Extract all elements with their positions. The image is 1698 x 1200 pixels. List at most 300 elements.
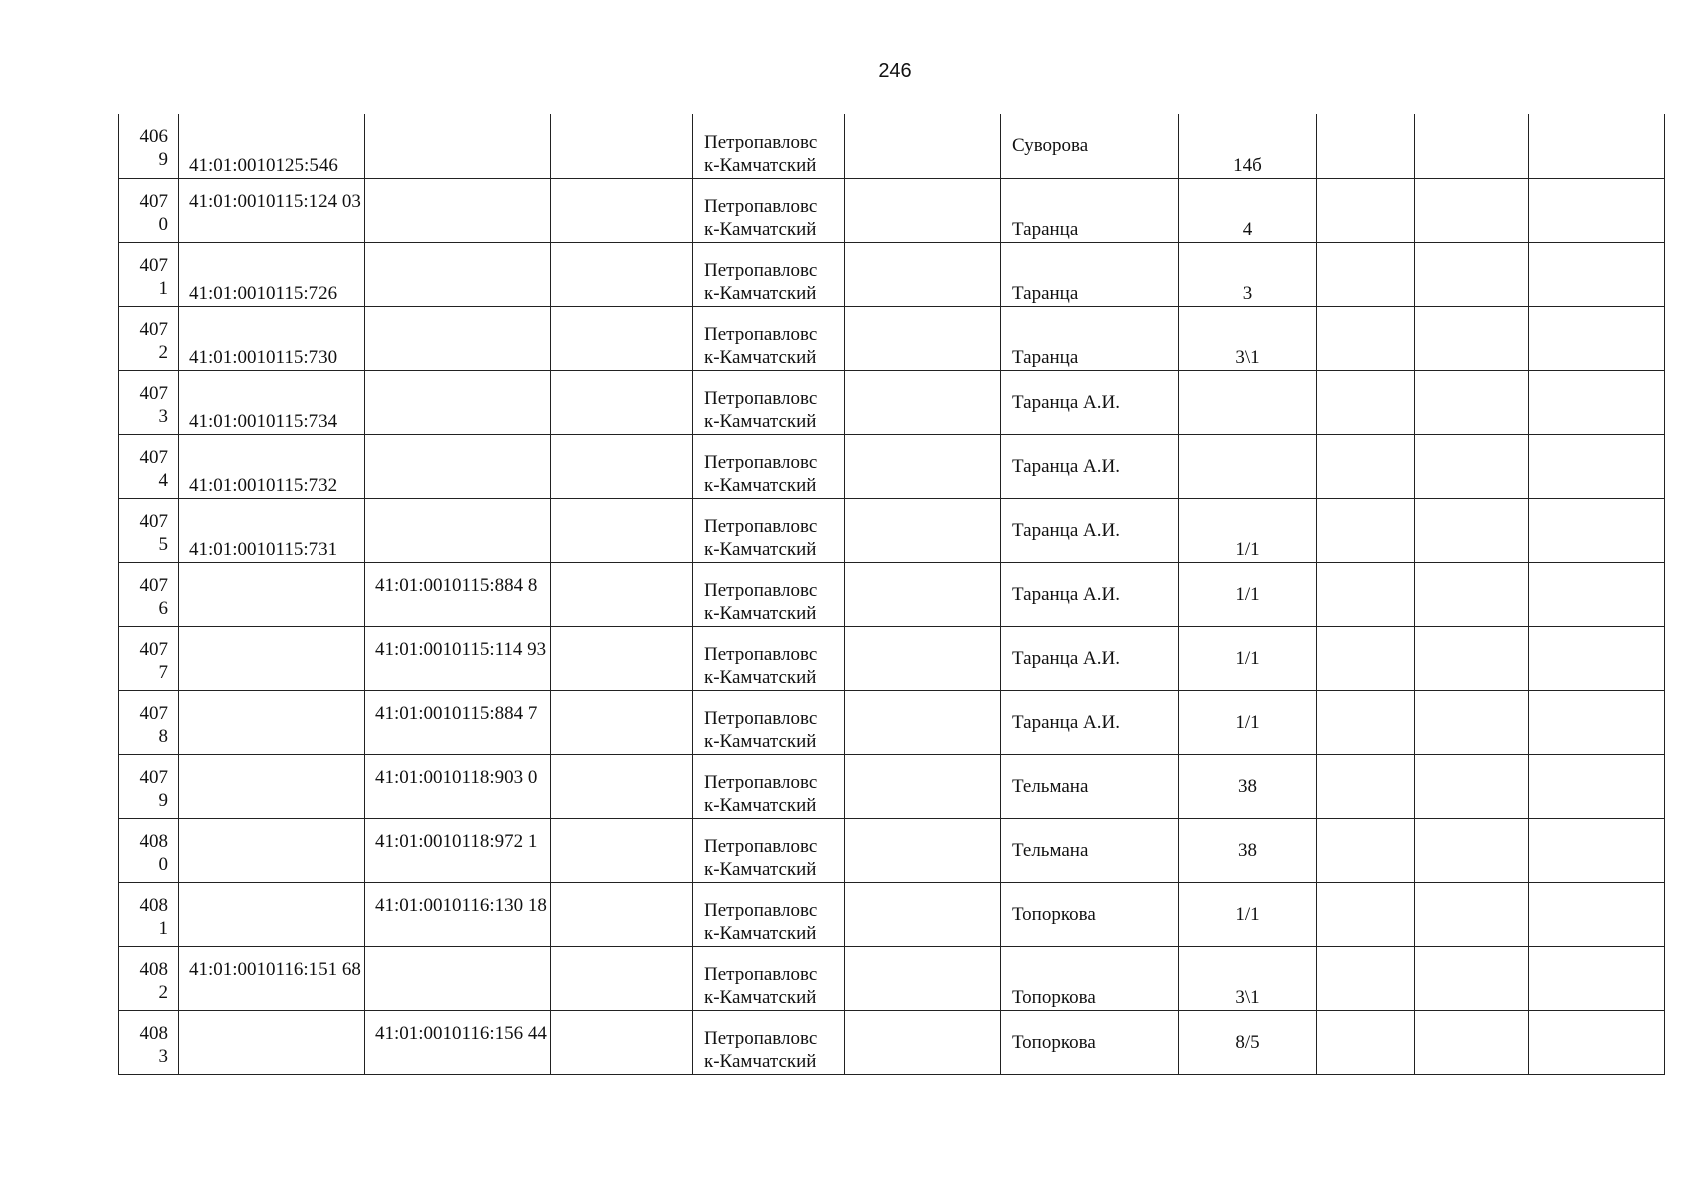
- house-number: 14б: [1233, 154, 1262, 176]
- cadastral-number-land-cell: [179, 562, 365, 626]
- record-number-cell: [119, 626, 179, 690]
- record-number-part: 6: [158, 597, 168, 619]
- house-number: 3\1: [1235, 986, 1260, 1008]
- table-row: [119, 370, 1665, 434]
- empty-cell: [551, 370, 693, 434]
- city-cell: [693, 562, 845, 626]
- house-number-cell: [1179, 114, 1317, 178]
- house-number: 38: [1238, 839, 1257, 861]
- record-number-part: 1: [158, 917, 168, 939]
- empty-cell: [1529, 242, 1665, 306]
- record-number: [119, 947, 168, 1004]
- register-body: [119, 114, 1665, 1074]
- cadastral-number-land-cell: [179, 114, 365, 178]
- house-number-cell: [1179, 818, 1317, 882]
- record-number-part: 408: [139, 958, 168, 980]
- house-number-cell: [1179, 562, 1317, 626]
- table-row: [119, 562, 1665, 626]
- record-number: [119, 755, 168, 812]
- cadastral-number-land-cell: [179, 306, 365, 370]
- empty-cell: [1529, 498, 1665, 562]
- empty-cell: [1415, 1010, 1529, 1074]
- house-number-cell: [1179, 754, 1317, 818]
- cadastral-number-land-cell: [179, 690, 365, 754]
- city-name: [704, 1027, 844, 1074]
- city-cell: [693, 498, 845, 562]
- cadastral-number-building: [375, 179, 550, 191]
- city-name-line: Петропавловс: [704, 451, 818, 473]
- empty-cell: [551, 562, 693, 626]
- record-number: [119, 114, 168, 171]
- record-number-part: 408: [139, 830, 168, 852]
- cadastral-number-land: 41:01:0010115:732: [189, 474, 338, 496]
- record-number-part: 407: [139, 574, 168, 596]
- house-number-cell: [1179, 178, 1317, 242]
- record-number-part: 1: [158, 277, 168, 299]
- empty-cell: [1317, 242, 1415, 306]
- empty-cell: [551, 754, 693, 818]
- cadastral-number-land-cell: [179, 754, 365, 818]
- house-number: 4: [1242, 218, 1253, 240]
- empty-cell: [1317, 818, 1415, 882]
- empty-cell: [1415, 818, 1529, 882]
- city-name-line: Петропавловс: [704, 643, 818, 665]
- city-name: [704, 643, 844, 690]
- address-register-table: [118, 114, 1665, 1075]
- empty-cell: [551, 882, 693, 946]
- record-number: [119, 627, 168, 684]
- cadastral-number-land-cell: [179, 946, 365, 1010]
- cadastral-number-building-cell: [365, 754, 551, 818]
- city-name-line: Петропавловс: [704, 195, 818, 217]
- empty-cell: [1317, 1010, 1415, 1074]
- table-row: [119, 882, 1665, 946]
- record-number-cell: [119, 242, 179, 306]
- record-number-part: 407: [139, 446, 168, 468]
- empty-cell: [551, 946, 693, 1010]
- city-name-line: Петропавловс: [704, 323, 818, 345]
- empty-cell: [1529, 562, 1665, 626]
- table-row: [119, 690, 1665, 754]
- city-name-line: к-Камчатский: [704, 730, 817, 752]
- table-row: [119, 306, 1665, 370]
- city-name-line: Петропавловс: [704, 771, 818, 793]
- empty-cell: [1415, 626, 1529, 690]
- cadastral-number-building: [375, 114, 550, 126]
- street-name: Топоркова: [1012, 986, 1096, 1008]
- street-cell: [1001, 626, 1179, 690]
- street-name: Таранца А.И.: [1012, 711, 1120, 733]
- empty-cell: [1529, 818, 1665, 882]
- empty-cell: [551, 690, 693, 754]
- record-number-part: 9: [158, 149, 168, 170]
- record-number-part: 407: [139, 702, 168, 724]
- cadastral-number-land-cell: [179, 242, 365, 306]
- record-number: [119, 1011, 168, 1068]
- city-name-line: к-Камчатский: [704, 538, 817, 560]
- street-cell: [1001, 114, 1179, 178]
- cadastral-number-land-cell: [179, 178, 365, 242]
- street-name: Суворова: [1012, 135, 1089, 157]
- cadastral-number-building-cell: [365, 114, 551, 178]
- empty-cell: [845, 1010, 1001, 1074]
- street-name: Таранца А.И.: [1012, 519, 1120, 541]
- cadastral-number-land: 41:01:0010115:734: [189, 410, 338, 432]
- record-number-part: 5: [158, 533, 168, 555]
- record-number-cell: [119, 882, 179, 946]
- street-cell: [1001, 754, 1179, 818]
- empty-cell: [845, 882, 1001, 946]
- record-number-cell: [119, 754, 179, 818]
- cadastral-number-land-cell: [179, 818, 365, 882]
- cadastral-number-land-cell: [179, 626, 365, 690]
- record-number-part: 407: [139, 510, 168, 532]
- street-name: Таранца: [1012, 282, 1079, 304]
- city-name-line: Петропавловс: [704, 387, 818, 409]
- house-number: 3\1: [1235, 346, 1260, 368]
- empty-cell: [845, 818, 1001, 882]
- empty-cell: [551, 434, 693, 498]
- record-number-part: 0: [158, 213, 168, 235]
- city-cell: [693, 178, 845, 242]
- empty-cell: [1317, 690, 1415, 754]
- street-cell: [1001, 690, 1179, 754]
- empty-cell: [1415, 370, 1529, 434]
- table-row: [119, 818, 1665, 882]
- cadastral-number-land: 41:01:0010116:151 68: [189, 958, 361, 980]
- city-name: [704, 899, 844, 946]
- cadastral-number-land-cell: [179, 882, 365, 946]
- empty-cell: [845, 370, 1001, 434]
- empty-cell: [551, 114, 693, 178]
- city-name-line: к-Камчатский: [704, 346, 817, 368]
- city-cell: [693, 370, 845, 434]
- record-number-cell: [119, 818, 179, 882]
- record-number: [119, 371, 168, 428]
- city-name-line: к-Камчатский: [704, 474, 817, 496]
- record-number-cell: [119, 690, 179, 754]
- empty-cell: [551, 818, 693, 882]
- city-name-line: Петропавловс: [704, 131, 818, 153]
- city-cell: [693, 882, 845, 946]
- cadastral-number-land: 41:01:0010115:731: [189, 538, 338, 560]
- empty-cell: [1415, 114, 1529, 178]
- city-name-line: Петропавловс: [704, 899, 818, 921]
- empty-cell: [1415, 562, 1529, 626]
- record-number: [119, 499, 168, 556]
- record-number-part: 7: [158, 661, 168, 683]
- record-number-part: 0: [158, 853, 168, 875]
- cadastral-number-land: 41:01:0010115:730: [189, 346, 338, 368]
- city-name: [704, 131, 844, 178]
- empty-cell: [1415, 306, 1529, 370]
- empty-cell: [1529, 626, 1665, 690]
- empty-cell: [845, 626, 1001, 690]
- record-number: [119, 179, 168, 236]
- city-name: [704, 259, 844, 306]
- record-number-part: 408: [139, 894, 168, 916]
- record-number-cell: [119, 1010, 179, 1074]
- house-number-cell: [1179, 946, 1317, 1010]
- cadastral-number-building: 41:01:0010115:114 93: [375, 638, 547, 660]
- empty-cell: [1317, 114, 1415, 178]
- house-number-cell: [1179, 882, 1317, 946]
- empty-cell: [845, 754, 1001, 818]
- street-name: Таранца А.И.: [1012, 391, 1120, 413]
- empty-cell: [1529, 946, 1665, 1010]
- street-name: Тельмана: [1012, 839, 1089, 861]
- cadastral-number-building: 41:01:0010115:884 7: [375, 702, 538, 724]
- empty-cell: [1317, 562, 1415, 626]
- city-name-line: к-Камчатский: [704, 794, 817, 816]
- city-name-line: к-Камчатский: [704, 858, 817, 880]
- cadastral-number-land-cell: [179, 434, 365, 498]
- record-number-part: 407: [139, 382, 168, 404]
- empty-cell: [1529, 306, 1665, 370]
- empty-cell: [845, 690, 1001, 754]
- record-number-cell: [119, 370, 179, 434]
- record-number-cell: [119, 306, 179, 370]
- street-cell: [1001, 946, 1179, 1010]
- city-name: [704, 387, 844, 434]
- street-cell: [1001, 370, 1179, 434]
- street-name: Таранца: [1012, 218, 1079, 240]
- street-name: Таранца А.И.: [1012, 455, 1120, 477]
- record-number-part: 3: [158, 1045, 168, 1067]
- record-number-part: 406: [139, 126, 168, 147]
- street-cell: [1001, 1010, 1179, 1074]
- house-number: 1/1: [1235, 903, 1260, 925]
- empty-cell: [1415, 242, 1529, 306]
- street-name: Таранца: [1012, 346, 1079, 368]
- empty-cell: [845, 306, 1001, 370]
- empty-cell: [1415, 434, 1529, 498]
- cadastral-number-building-cell: [365, 818, 551, 882]
- house-number: 1/1: [1235, 647, 1260, 669]
- city-name-line: к-Камчатский: [704, 986, 817, 1008]
- empty-cell: [551, 242, 693, 306]
- street-name: Таранца А.И.: [1012, 647, 1120, 669]
- city-name-line: Петропавловс: [704, 707, 818, 729]
- house-number: 1/1: [1235, 583, 1260, 605]
- record-number-part: 408: [139, 1022, 168, 1044]
- record-number-part: 3: [158, 405, 168, 427]
- empty-cell: [1529, 690, 1665, 754]
- record-number: [119, 307, 168, 364]
- house-number-cell: [1179, 370, 1317, 434]
- city-name-line: Петропавловс: [704, 963, 818, 985]
- empty-cell: [551, 1010, 693, 1074]
- empty-cell: [1415, 690, 1529, 754]
- cadastral-number-building: 41:01:0010115:884 8: [375, 574, 538, 596]
- cadastral-number-building: 41:01:0010116:130 18: [375, 894, 547, 916]
- empty-cell: [1529, 1010, 1665, 1074]
- table-row: [119, 434, 1665, 498]
- empty-cell: [1317, 178, 1415, 242]
- city-name-line: Петропавловс: [704, 259, 818, 281]
- empty-cell: [1529, 754, 1665, 818]
- table-row: [119, 178, 1665, 242]
- cadastral-number-building-cell: [365, 498, 551, 562]
- house-number: 1/1: [1235, 711, 1260, 733]
- record-number: [119, 883, 168, 940]
- house-number-cell: [1179, 434, 1317, 498]
- record-number-part: 2: [158, 341, 168, 363]
- city-name-line: к-Камчатский: [704, 666, 817, 688]
- record-number: [119, 691, 168, 748]
- cadastral-number-building: 41:01:0010116:156 44: [375, 1022, 547, 1044]
- empty-cell: [1415, 178, 1529, 242]
- empty-cell: [1529, 882, 1665, 946]
- empty-cell: [551, 626, 693, 690]
- house-number-cell: [1179, 1010, 1317, 1074]
- city-cell: [693, 626, 845, 690]
- city-name-line: к-Камчатский: [704, 282, 817, 304]
- city-name-line: Петропавловс: [704, 515, 818, 537]
- record-number-cell: [119, 946, 179, 1010]
- table-row: [119, 498, 1665, 562]
- record-number-cell: [119, 498, 179, 562]
- cadastral-number-building: [375, 435, 550, 447]
- street-name: Таранца А.И.: [1012, 583, 1120, 605]
- city-cell: [693, 690, 845, 754]
- empty-cell: [1529, 370, 1665, 434]
- street-name: Топоркова: [1012, 903, 1096, 925]
- street-cell: [1001, 306, 1179, 370]
- house-number-cell: [1179, 498, 1317, 562]
- record-number-part: 407: [139, 638, 168, 660]
- record-number: [119, 243, 168, 300]
- cadastral-number-building-cell: [365, 306, 551, 370]
- empty-cell: [1317, 946, 1415, 1010]
- city-name: [704, 707, 844, 754]
- empty-cell: [551, 178, 693, 242]
- cadastral-number-building-cell: [365, 882, 551, 946]
- city-name: [704, 771, 844, 818]
- empty-cell: [845, 498, 1001, 562]
- city-name-line: Петропавловс: [704, 835, 818, 857]
- city-name: [704, 835, 844, 882]
- city-name: [704, 579, 844, 626]
- cadastral-number-land: 41:01:0010115:124 03: [189, 190, 361, 212]
- record-number-part: 2: [158, 981, 168, 1003]
- record-number-part: 9: [158, 789, 168, 811]
- empty-cell: [1317, 754, 1415, 818]
- house-number-cell: [1179, 242, 1317, 306]
- street-cell: [1001, 818, 1179, 882]
- city-cell: [693, 946, 845, 1010]
- table-row: [119, 946, 1665, 1010]
- table-row: [119, 242, 1665, 306]
- street-name: Тельмана: [1012, 775, 1089, 797]
- cadastral-number-building-cell: [365, 434, 551, 498]
- house-number-cell: [1179, 306, 1317, 370]
- empty-cell: [1317, 306, 1415, 370]
- city-name: [704, 323, 844, 370]
- city-cell: [693, 754, 845, 818]
- cadastral-number-building: [375, 243, 550, 255]
- cadastral-number-building: 41:01:0010118:903 0: [375, 766, 538, 788]
- empty-cell: [1415, 882, 1529, 946]
- cadastral-number-building-cell: [365, 690, 551, 754]
- empty-cell: [1317, 626, 1415, 690]
- city-name-line: к-Камчатский: [704, 154, 817, 176]
- city-cell: [693, 114, 845, 178]
- street-cell: [1001, 882, 1179, 946]
- table-row: [119, 754, 1665, 818]
- city-cell: [693, 818, 845, 882]
- empty-cell: [1415, 498, 1529, 562]
- cadastral-number-building-cell: [365, 946, 551, 1010]
- house-number-cell: [1179, 626, 1317, 690]
- empty-cell: [1415, 946, 1529, 1010]
- city-cell: [693, 1010, 845, 1074]
- empty-cell: [551, 306, 693, 370]
- cadastral-number-land-cell: [179, 1010, 365, 1074]
- empty-cell: [1317, 434, 1415, 498]
- street-name: Топоркова: [1012, 1031, 1096, 1053]
- record-number: [119, 819, 168, 876]
- page-number: 246: [878, 60, 912, 82]
- cadastral-number-land: 41:01:0010125:546: [189, 154, 338, 176]
- empty-cell: [1529, 178, 1665, 242]
- city-cell: [693, 434, 845, 498]
- house-number: 3: [1242, 282, 1253, 304]
- record-number-cell: [119, 562, 179, 626]
- cadastral-number-land-cell: [179, 370, 365, 434]
- house-number: 1/1: [1235, 538, 1260, 560]
- cadastral-number-building-cell: [365, 1010, 551, 1074]
- record-number-cell: [119, 434, 179, 498]
- cadastral-number-building: [375, 307, 550, 319]
- cadastral-number-land-cell: [179, 498, 365, 562]
- cadastral-number-land: [189, 1073, 364, 1074]
- cadastral-number-building-cell: [365, 562, 551, 626]
- street-cell: [1001, 562, 1179, 626]
- cadastral-number-building: [375, 947, 550, 959]
- cadastral-number-building-cell: [365, 178, 551, 242]
- city-cell: [693, 306, 845, 370]
- table-row: [119, 626, 1665, 690]
- empty-cell: [845, 114, 1001, 178]
- city-name-line: к-Камчатский: [704, 218, 817, 240]
- record-number-part: 407: [139, 254, 168, 276]
- city-name-line: к-Камчатский: [704, 410, 817, 432]
- empty-cell: [845, 178, 1001, 242]
- record-number-part: 4: [158, 469, 168, 491]
- cadastral-number-building-cell: [365, 242, 551, 306]
- record-number-part: 407: [139, 318, 168, 340]
- empty-cell: [1529, 434, 1665, 498]
- empty-cell: [1317, 882, 1415, 946]
- city-name: [704, 963, 844, 1010]
- record-number-part: 407: [139, 190, 168, 212]
- empty-cell: [551, 498, 693, 562]
- cadastral-number-building-cell: [365, 370, 551, 434]
- city-name: [704, 451, 844, 498]
- record-number-part: 8: [158, 725, 168, 747]
- cadastral-number-land: 41:01:0010115:726: [189, 282, 338, 304]
- city-name: [704, 195, 844, 242]
- city-name-line: к-Камчатский: [704, 602, 817, 624]
- street-cell: [1001, 434, 1179, 498]
- record-number-cell: [119, 114, 179, 178]
- empty-cell: [845, 434, 1001, 498]
- record-number-part: 407: [139, 766, 168, 788]
- table-row: [119, 1010, 1665, 1074]
- cadastral-number-building: [375, 499, 550, 511]
- street-cell: [1001, 498, 1179, 562]
